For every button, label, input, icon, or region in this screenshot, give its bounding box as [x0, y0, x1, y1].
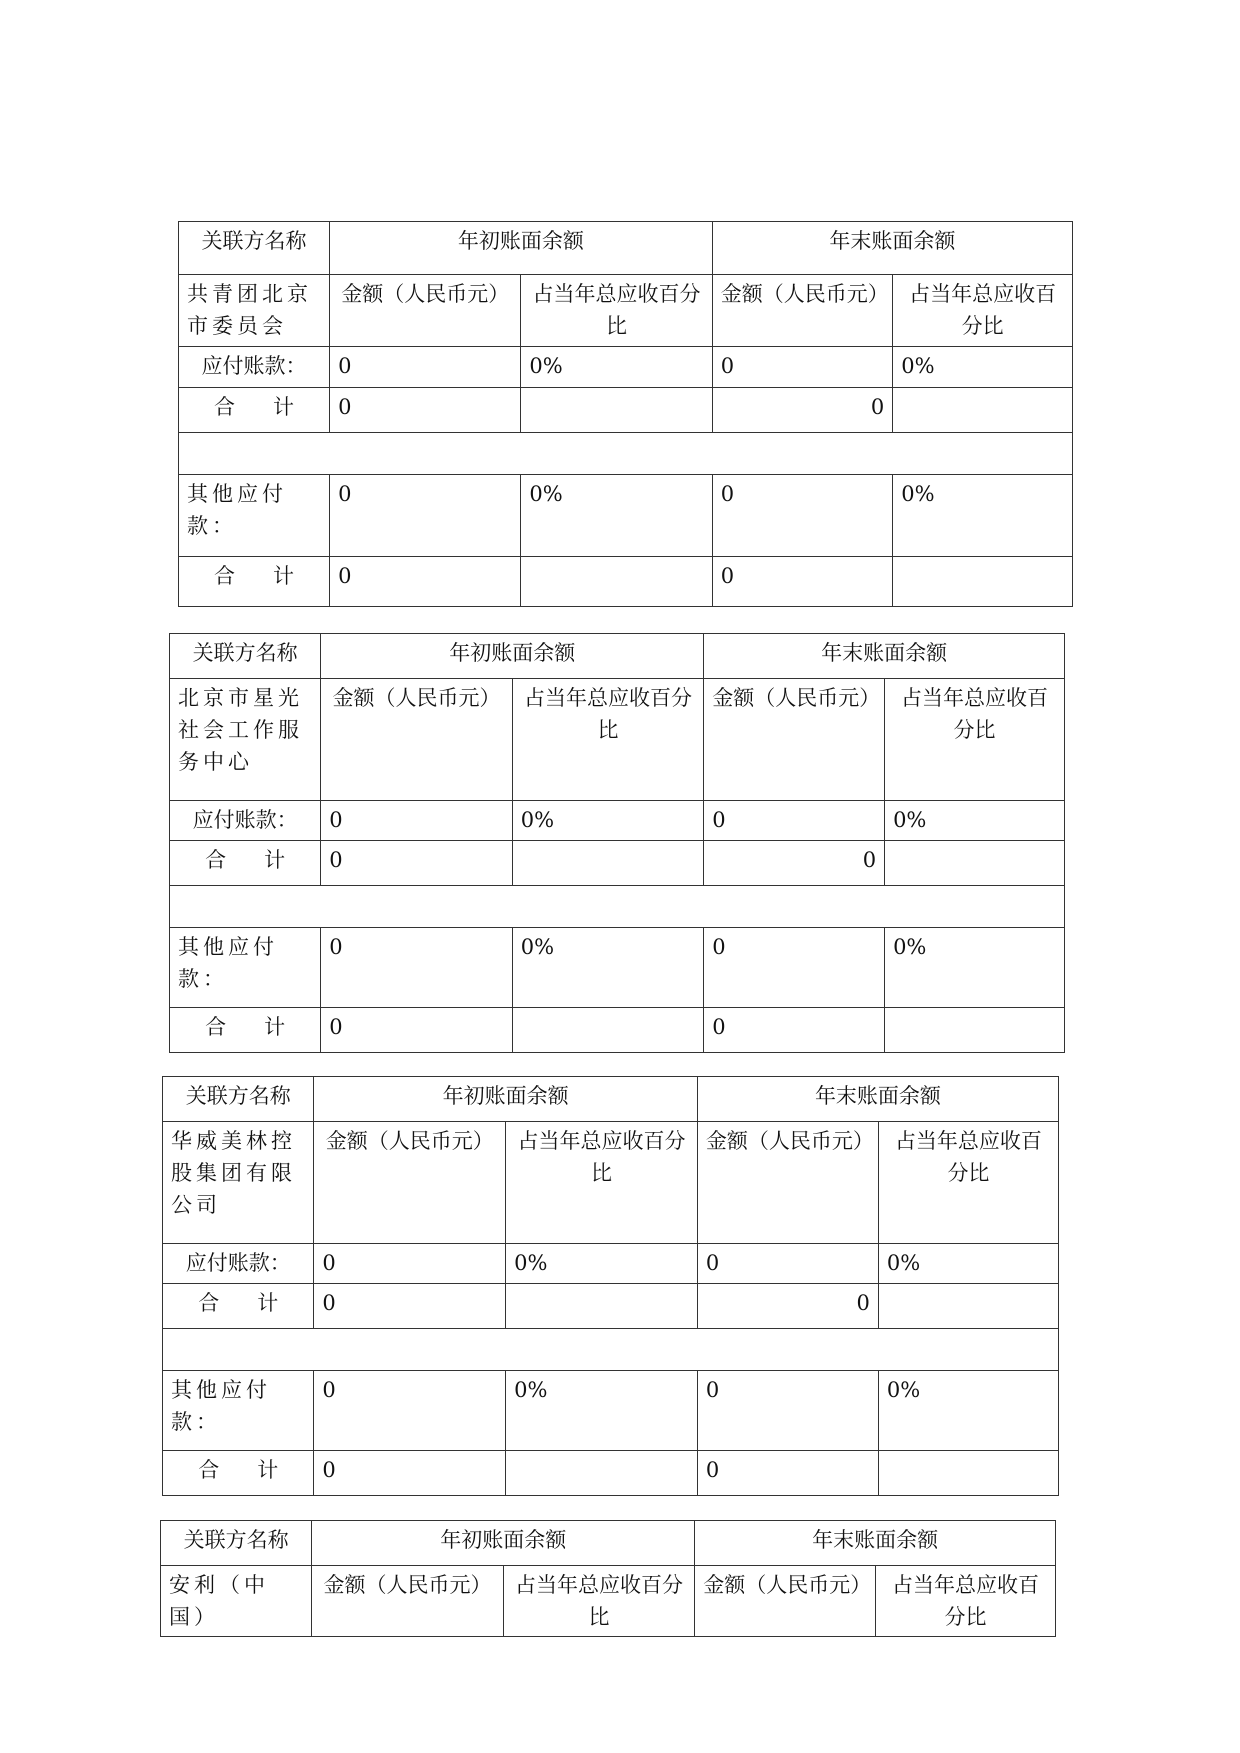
begin-amount-header: 金额（人民币元） — [312, 1566, 504, 1637]
other-total-label — [170, 1008, 321, 1053]
end-pct-header: 占当年总应收百分比 — [885, 679, 1065, 801]
payable-begin-amount: 0 — [314, 1244, 506, 1284]
party-name: 共青团北京市委员会 — [179, 275, 330, 347]
begin-balance-header: 年初账面余额 — [330, 222, 713, 275]
empty-cell — [512, 1008, 704, 1053]
payable-begin-pct: 0% — [506, 1244, 698, 1284]
party-name: 北京市星光社会工作服务中心 — [170, 679, 321, 801]
payable-total-end: 0 — [704, 841, 885, 886]
payable-begin-amount: 0 — [330, 347, 521, 388]
payable-label: 应付账款： — [179, 347, 330, 388]
begin-balance-header: 年初账面余额 — [314, 1077, 697, 1122]
empty-cell — [521, 557, 712, 607]
end-pct-header: 占当年总应收百分比 — [876, 1566, 1056, 1637]
other-end-pct: 0% — [893, 475, 1073, 557]
empty-cell — [885, 841, 1065, 886]
related-party-table — [160, 1520, 1056, 1637]
other-begin-pct: 0% — [512, 928, 704, 1008]
empty-cell — [506, 1284, 698, 1329]
begin-pct-header: 占当年总应收百分比 — [512, 679, 704, 801]
related-party-table — [162, 1076, 1059, 1496]
end-amount-header: 金额（人民币元） — [704, 679, 885, 801]
end-amount-header: 金额（人民币元） — [695, 1566, 876, 1637]
end-amount-header: 金额（人民币元） — [697, 1122, 878, 1244]
blank-row — [179, 433, 1073, 475]
end-balance-header: 年末账面余额 — [695, 1521, 1056, 1566]
payable-total-text: 合计 — [205, 848, 286, 872]
blank-row — [163, 1329, 1059, 1371]
payable-end-amount: 0 — [697, 1244, 878, 1284]
other-total-begin: 0 — [314, 1451, 506, 1496]
blank-row — [170, 886, 1065, 928]
payable-end-pct: 0% — [878, 1244, 1058, 1284]
other-begin-amount: 0 — [321, 928, 513, 1008]
payable-label: 应付账款： — [163, 1244, 314, 1284]
empty-cell — [506, 1451, 698, 1496]
payable-begin-amount: 0 — [321, 801, 513, 841]
party-name: 安利（中国） — [161, 1566, 312, 1637]
end-balance-header: 年末账面余额 — [712, 222, 1072, 275]
payable-total-begin: 0 — [330, 388, 521, 433]
other-end-amount: 0 — [697, 1371, 878, 1451]
payable-total-begin: 0 — [314, 1284, 506, 1329]
other-end-pct: 0% — [885, 928, 1065, 1008]
payable-end-pct: 0% — [893, 347, 1073, 388]
other-total-end: 0 — [697, 1451, 878, 1496]
end-pct-header: 占当年总应收百分比 — [878, 1122, 1058, 1244]
payable-total-label — [170, 841, 321, 886]
other-total-end: 0 — [712, 557, 893, 607]
payable-end-amount: 0 — [704, 801, 885, 841]
related-party-table — [169, 633, 1065, 1053]
payable-total-text: 合计 — [198, 1291, 279, 1315]
payable-total-begin: 0 — [321, 841, 513, 886]
other-total-label — [179, 557, 330, 607]
other-total-text: 合计 — [205, 1015, 286, 1039]
begin-pct-header: 占当年总应收百分比 — [506, 1122, 698, 1244]
other-total-label — [163, 1451, 314, 1496]
other-total-begin: 0 — [321, 1008, 513, 1053]
other-end-amount: 0 — [704, 928, 885, 1008]
other-begin-pct: 0% — [506, 1371, 698, 1451]
empty-cell — [893, 557, 1073, 607]
payable-end-amount: 0 — [712, 347, 893, 388]
other-total-text: 合计 — [214, 564, 295, 588]
empty-cell — [512, 841, 704, 886]
payable-total-text: 合计 — [214, 395, 295, 419]
other-total-text: 合计 — [198, 1458, 279, 1482]
name-header: 关联方名称 — [161, 1521, 312, 1566]
begin-pct-header: 占当年总应收百分比 — [503, 1566, 695, 1637]
empty-cell — [885, 1008, 1065, 1053]
other-end-pct: 0% — [878, 1371, 1058, 1451]
other-begin-pct: 0% — [521, 475, 712, 557]
payable-total-end: 0 — [697, 1284, 878, 1329]
other-total-end: 0 — [704, 1008, 885, 1053]
other-end-amount: 0 — [712, 475, 893, 557]
begin-pct-header: 占当年总应收百分比 — [521, 275, 712, 347]
begin-amount-header: 金额（人民币元） — [330, 275, 521, 347]
name-header: 关联方名称 — [170, 634, 321, 679]
other-payable-label: 其他应付款： — [179, 475, 330, 557]
other-payable-label: 其他应付款： — [163, 1371, 314, 1451]
empty-cell — [521, 388, 712, 433]
end-balance-header: 年末账面余额 — [704, 634, 1065, 679]
related-party-table — [178, 221, 1073, 607]
payable-begin-pct: 0% — [512, 801, 704, 841]
end-balance-header: 年末账面余额 — [697, 1077, 1058, 1122]
end-pct-header: 占当年总应收百分比 — [893, 275, 1073, 347]
payable-end-pct: 0% — [885, 801, 1065, 841]
other-total-begin: 0 — [330, 557, 521, 607]
payable-total-label — [163, 1284, 314, 1329]
begin-balance-header: 年初账面余额 — [321, 634, 704, 679]
payable-begin-pct: 0% — [521, 347, 712, 388]
name-header: 关联方名称 — [163, 1077, 314, 1122]
empty-cell — [878, 1284, 1058, 1329]
name-header: 关联方名称 — [179, 222, 330, 275]
payable-total-label — [179, 388, 330, 433]
payable-total-end: 0 — [712, 388, 893, 433]
empty-cell — [893, 388, 1073, 433]
other-begin-amount: 0 — [330, 475, 521, 557]
begin-amount-header: 金额（人民币元） — [321, 679, 513, 801]
end-amount-header: 金额（人民币元） — [712, 275, 893, 347]
payable-label: 应付账款： — [170, 801, 321, 841]
empty-cell — [878, 1451, 1058, 1496]
other-begin-amount: 0 — [314, 1371, 506, 1451]
party-name: 华威美林控股集团有限公司 — [163, 1122, 314, 1244]
begin-amount-header: 金额（人民币元） — [314, 1122, 506, 1244]
other-payable-label: 其他应付款： — [170, 928, 321, 1008]
begin-balance-header: 年初账面余额 — [312, 1521, 695, 1566]
